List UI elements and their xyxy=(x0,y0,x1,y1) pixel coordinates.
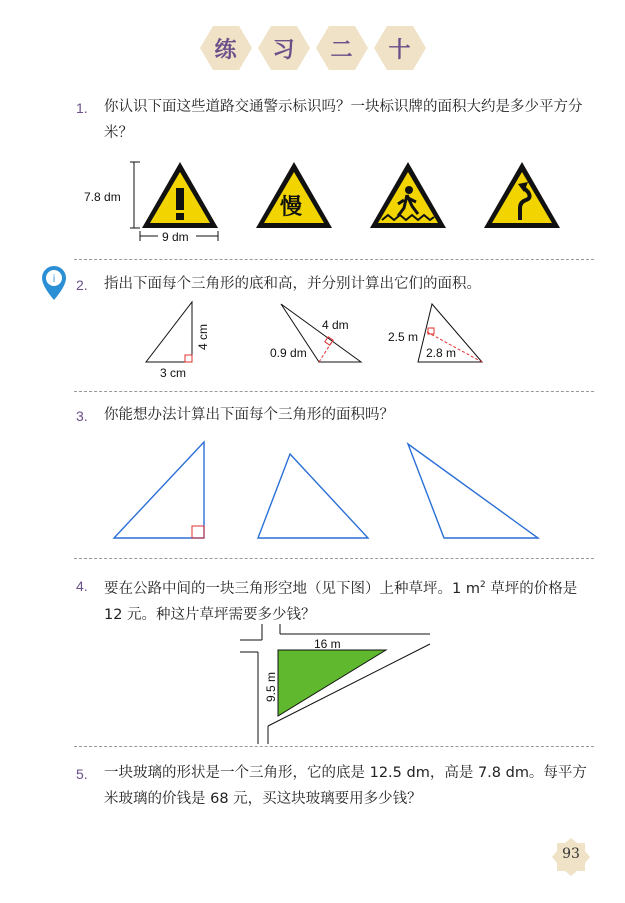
title-hex-2 xyxy=(257,24,311,72)
title-char: 习 xyxy=(272,36,295,63)
divider xyxy=(74,391,594,392)
divider xyxy=(74,558,594,559)
warning-sign-slow xyxy=(254,160,334,230)
q3-obtuse-triangle xyxy=(408,444,538,538)
title-char: 二 xyxy=(330,36,353,63)
grass-triangle xyxy=(278,650,386,716)
title-hex-4 xyxy=(373,24,427,72)
question-4-number: 4. xyxy=(76,578,88,594)
q2-t2-height-label: 0.9 dm xyxy=(270,346,307,360)
svg-text:i: i xyxy=(52,274,56,285)
q4-unit-superscript: 2 xyxy=(479,580,486,590)
title-char: 十 xyxy=(388,36,411,63)
q2-t3-side-label: 2.5 m xyxy=(388,330,419,344)
q4-text-part-b: 草坪的价格是 12 元。种这片草坪需要多少钱？ xyxy=(104,580,578,623)
sign-height-label: 7.8 dm xyxy=(84,190,121,204)
q4-base-label: 16 m xyxy=(314,637,341,651)
sign-slow-char: 慢 xyxy=(280,195,303,220)
question-1-number: 1. xyxy=(76,100,88,116)
page-number: 93 xyxy=(562,846,580,862)
question-3-text: 你能想办法计算出下面每个三角形的面积吗？ xyxy=(104,407,394,423)
divider xyxy=(74,746,594,747)
warning-sign-pedestrian xyxy=(368,160,448,230)
question-2-text: 指出下面每个三角形的底和高，并分别计算出它们的面积。 xyxy=(104,276,481,292)
question-1-text: 你认识下面这些道路交通警示标识吗？一块标识牌的面积大约是多少平方分米？ xyxy=(104,99,583,141)
q3-right-triangle xyxy=(114,442,204,538)
warning-sign-curve xyxy=(482,160,562,230)
page-number-badge xyxy=(551,837,591,877)
sign-dimension-lines xyxy=(128,160,228,245)
q3-triangles xyxy=(108,436,588,544)
question-4-text xyxy=(104,572,594,628)
title-hex-3 xyxy=(315,24,369,72)
hint-marker-icon xyxy=(40,264,68,302)
divider xyxy=(74,259,594,260)
question-2-number: 2. xyxy=(76,277,88,293)
question-3-number: 3. xyxy=(76,408,88,424)
question-5-number: 5. xyxy=(76,766,88,782)
title-hex-1 xyxy=(199,24,253,72)
question-5-text: 一块玻璃的形状是一个三角形，它的底是 12.5 dm，高是 7.8 dm。每平方米玻璃的价钱是 68 元，买这块玻璃要用多少钱？ xyxy=(104,765,587,807)
q4-height-label: 9.5 m xyxy=(264,671,278,702)
q2-t1-side-label: 4 cm xyxy=(196,323,210,350)
q4-text-part-a: 要在公路中间的一块三角形空地（见下图）上种草坪。1 m xyxy=(104,580,480,597)
sign-base-label: 9 dm xyxy=(162,230,189,244)
q2-t3-height-label: 2.8 m xyxy=(426,346,457,360)
q2-t2-side-label: 4 dm xyxy=(322,318,349,332)
q2-t1-base-label: 3 cm xyxy=(160,366,187,380)
title-char: 练 xyxy=(214,36,237,63)
exercise-title xyxy=(0,24,625,72)
q3-acute-triangle xyxy=(258,454,368,538)
